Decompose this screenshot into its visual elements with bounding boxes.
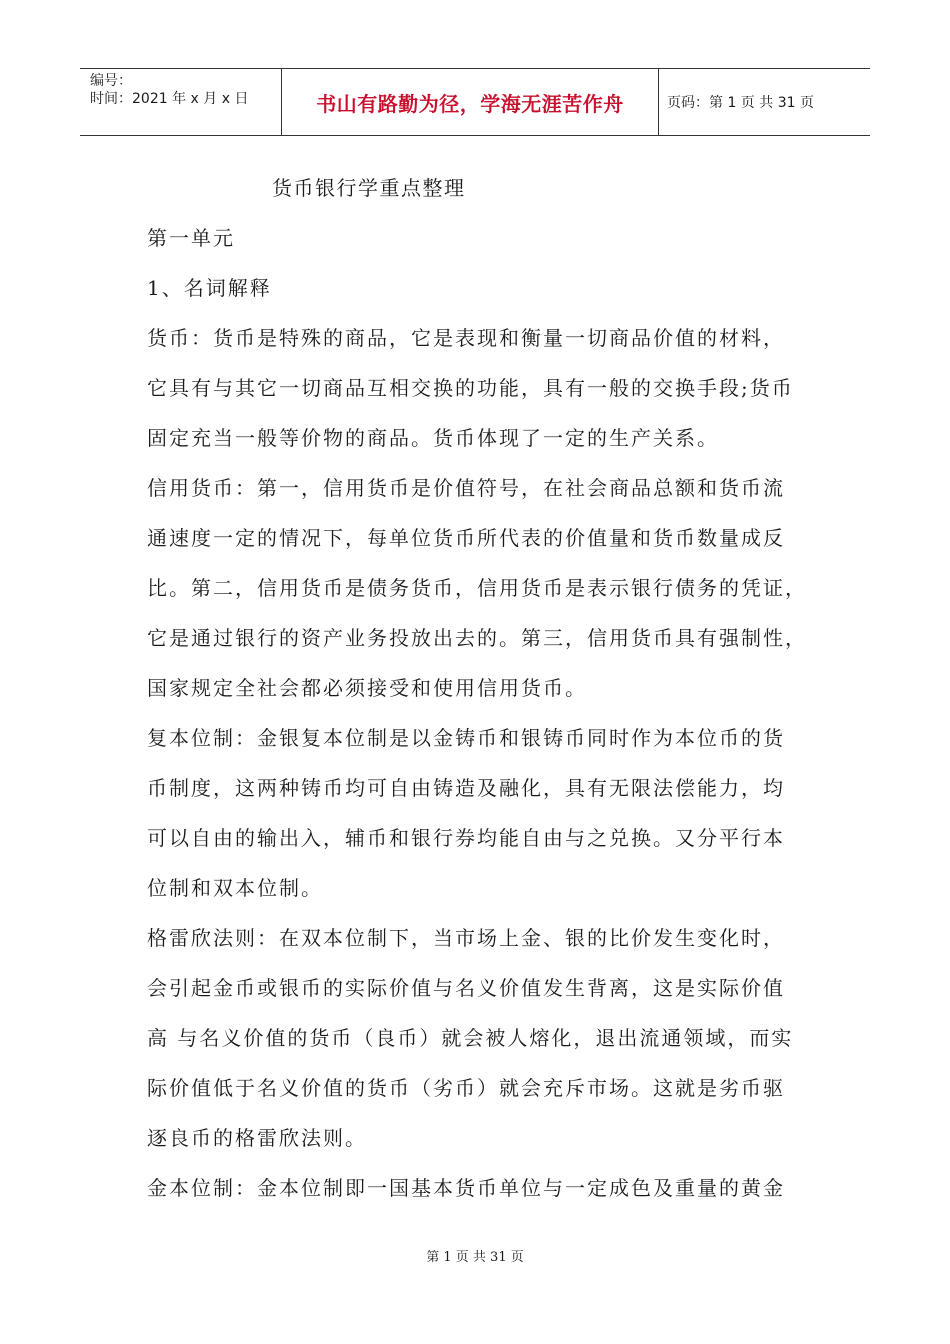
page-header [80, 68, 870, 136]
paragraph-line: 国家规定全社会都必须接受和使用信用货币。 [147, 676, 587, 700]
document-number-label: 编号： [90, 73, 132, 89]
paragraph-line: 它是通过银行的资产业务投放出去的。第三，信用货币具有强制性， [147, 626, 807, 650]
document-title: 货币银行学重点整理 [272, 176, 466, 200]
header-info-cell [80, 69, 282, 135]
paragraph-line: 逐良币的格雷欣法则。 [147, 1126, 367, 1150]
page-footer: 第 1 页 共 31 页 [426, 1250, 524, 1265]
paragraph-line: 货币：货币是特殊的商品，它是表现和衡量一切商品价值的材料， [147, 326, 785, 350]
paragraph-line: 际价值低于名义价值的货币（劣币）就会充斥市场。这就是劣币驱 [147, 1076, 785, 1100]
header-motto: 书山有路勤为径，学海无涯苦作舟 [282, 69, 659, 135]
paragraph-line: 可以自由的输出入，辅币和银行券均能自由与之兑换。又分平行本 [147, 826, 785, 850]
paragraph-line: 币制度，这两种铸币均可自由铸造及融化，具有无限法偿能力，均 [147, 776, 785, 800]
section-heading: 第一单元 [147, 226, 235, 250]
paragraph-line: 复本位制：金银复本位制是以金铸币和银铸币同时作为本位币的货 [147, 726, 785, 750]
paragraph-line: 比。第二，信用货币是债务货币，信用货币是表示银行债务的凭证， [147, 576, 807, 600]
paragraph-line: 会引起金币或银币的实际价值与名义价值发生背离，这是实际价值 [147, 976, 785, 1000]
paragraph-line: 通速度一定的情况下，每单位货币所代表的价值量和货币数量成反 [147, 526, 785, 550]
header-page-number: 页码：第 1 页 共 31 页 [667, 95, 814, 111]
document-date-label: 时间：2021 年 x 月 x 日 [90, 91, 249, 107]
paragraph-line: 格雷欣法则：在双本位制下，当市场上金、银的比价发生变化时， [147, 926, 785, 950]
paragraph-line: 信用货币：第一，信用货币是价值符号，在社会商品总额和货币流 [147, 476, 785, 500]
paragraph-line: 位制和双本位制。 [147, 876, 323, 900]
paragraph-line: 它具有与其它一切商品互相交换的功能，具有一般的交换手段;货币 [147, 376, 794, 400]
paragraph-line: 金本位制：金本位制即一国基本货币单位与一定成色及重量的黄金 [147, 1176, 785, 1200]
paragraph-line: 高 与名义价值的货币（良币）就会被人熔化，退出流通领域，而实 [147, 1026, 794, 1050]
subsection-heading: 1、名词解释 [147, 276, 272, 300]
paragraph-line: 固定充当一般等价物的商品。货币体现了一定的生产关系。 [147, 426, 719, 450]
